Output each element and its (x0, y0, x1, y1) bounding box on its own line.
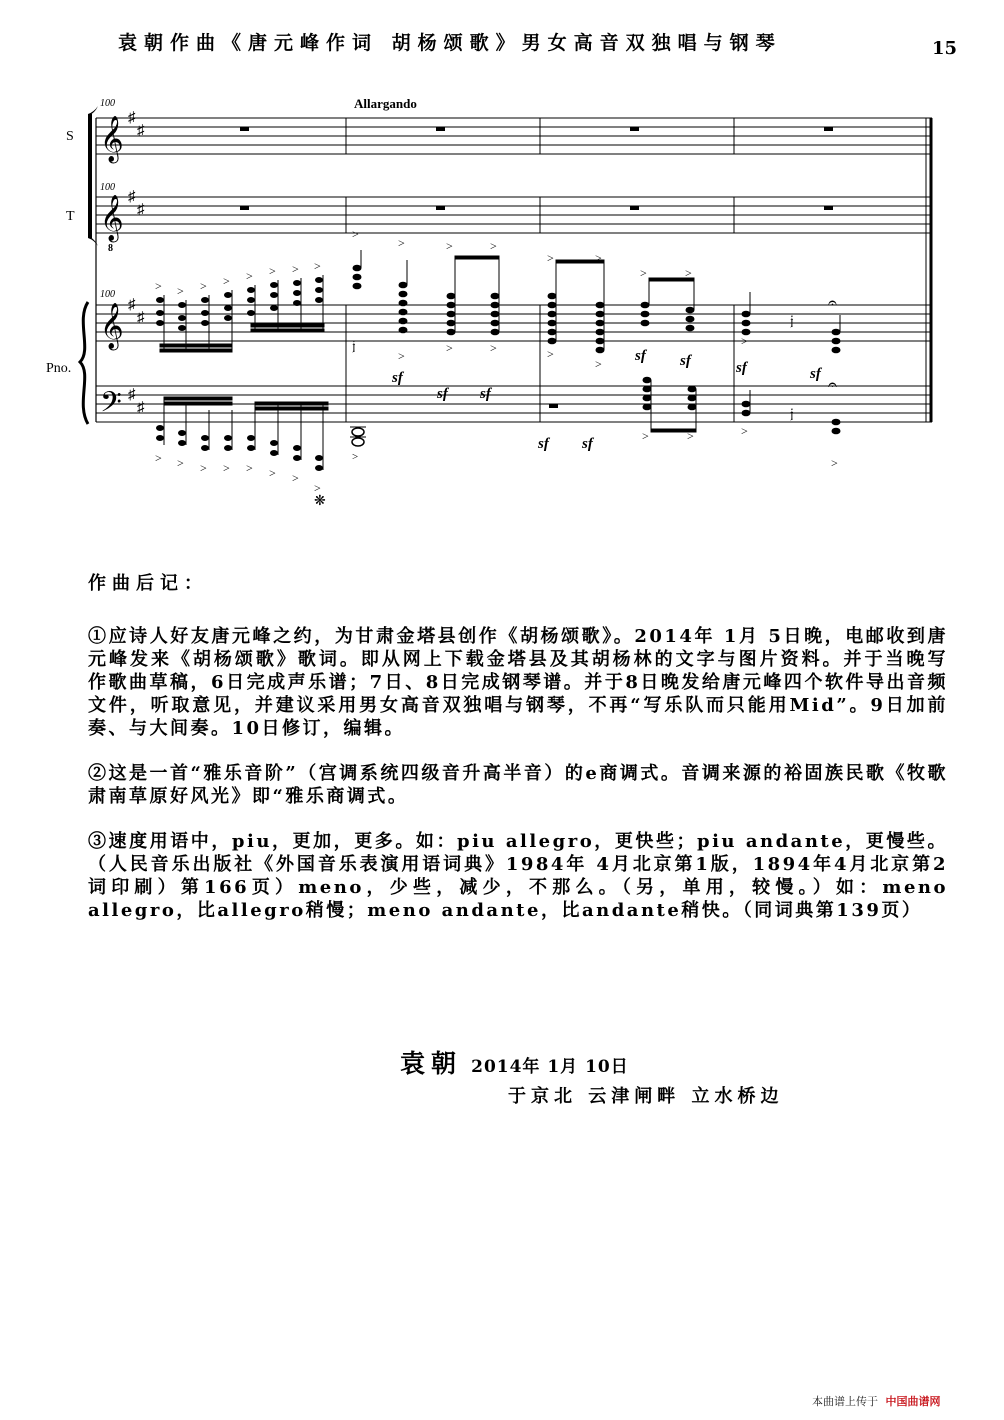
staff-label-tenor: T (66, 209, 75, 224)
svg-text:>: > (352, 227, 359, 241)
bass-m2-chord (350, 427, 366, 463)
svg-text:♯: ♯ (128, 189, 136, 205)
svg-text:>: > (177, 284, 184, 298)
svg-text:𝔧: 𝔧 (352, 339, 356, 354)
svg-text:sf: sf (538, 436, 549, 452)
svg-text:>: > (741, 334, 748, 348)
note-paragraph-2: ②这是一首“雅乐音阶”（宫调系统四级音升高半音）的e商调式。音调来源的裕固族民歌《牧歌 肃南草原好风光》即“雅乐商调式。 (88, 763, 948, 807)
composer-notes (88, 572, 948, 944)
bass-clef-icon: 𝄢 (100, 388, 122, 425)
svg-text:♯: ♯ (137, 202, 145, 218)
svg-text:>: > (352, 451, 359, 463)
svg-text:>: > (177, 456, 184, 470)
svg-text:♯: ♯ (137, 400, 145, 416)
svg-text:>: > (595, 357, 602, 371)
svg-text:sf: sf (635, 348, 646, 364)
svg-text:>: > (547, 347, 554, 361)
measure-number: 100 (100, 98, 115, 109)
svg-text:>: > (741, 424, 748, 438)
accent-icon (352, 227, 838, 470)
signature-place: 于京北 云津闸畔 立水桥边 (508, 1086, 784, 1107)
svg-text:>: > (269, 264, 276, 278)
note-paragraph-1: ①应诗人好友唐元峰之约，为甘肃金塔县创作《胡杨颂歌》。2014年 1月 5日晚，电邮收到唐元峰发来《胡杨颂歌》歌词。即从网上下载金塔县及其胡杨林的文字与图片资料。并于当晚写作歌曲草稿，6日完成声乐谱；7日、8日完成钢琴谱。并于8日晚发给唐元峰四个软件导出音频文件，听取意见，并建议采用男女高音双独唱与钢琴，不再“写乐队而只能用Mid”。9日加前奏、与大间奏。10日修订，编辑。 (88, 626, 948, 739)
svg-text:♯: ♯ (128, 387, 136, 403)
piano-brace (80, 302, 88, 424)
svg-text:>: > (200, 461, 207, 475)
svg-text:♯: ♯ (128, 297, 136, 313)
svg-text:sf: sf (680, 353, 691, 369)
svg-text:sf: sf (582, 436, 593, 452)
svg-text:>: > (292, 471, 299, 485)
svg-text:sf: sf (810, 366, 821, 382)
svg-text:>: > (446, 341, 453, 355)
music-score (0, 80, 1004, 510)
eighth-rest-icon (352, 314, 794, 422)
fermata-icon (828, 295, 837, 394)
svg-text:♯: ♯ (137, 123, 145, 139)
svg-text:>: > (398, 236, 405, 250)
svg-text:>: > (831, 456, 838, 470)
svg-text:>: > (155, 279, 162, 293)
piano-chords (353, 250, 841, 434)
svg-text:>: > (314, 481, 321, 495)
svg-text:>: > (246, 269, 253, 283)
svg-text:>: > (687, 429, 694, 443)
note-paragraph-3: ③速度用语中，piu，更加，更多。如：piu allegro，更快些；piu andante，更慢些。（人民音乐出版社《外国音乐表演用语词典》1984年 4月北京第1版，1894年4月北京第2词印刷）第166页）meno，少些，减少，不那么。（另，单用，较慢。）如：meno allegro，比allegro稍慢；meno andante，比andante稍快。（同词典第139页） (88, 831, 948, 921)
notes-heading: 作曲后记： (88, 573, 208, 594)
measure-number: 100 (100, 182, 115, 193)
svg-text:♯: ♯ (128, 110, 136, 126)
svg-text:>: > (223, 274, 230, 288)
svg-text:sf: sf (480, 386, 491, 402)
tempo-marking: Allargando (354, 96, 417, 111)
svg-text:sf: sf (392, 370, 403, 386)
svg-text:>: > (155, 451, 162, 465)
signature-line (400, 1044, 629, 1080)
barlines (96, 118, 931, 422)
page-number: 15 (932, 38, 958, 59)
svg-text:>: > (642, 429, 649, 443)
footer-credit-text: 本曲谱上传于 (812, 1395, 878, 1408)
svg-text:𝄐: 𝄐 (828, 377, 837, 394)
treble-clef-icon: 𝄞 (100, 303, 124, 348)
svg-text:>: > (640, 266, 647, 280)
svg-text:>: > (446, 239, 453, 253)
svg-text:>: > (490, 239, 497, 253)
staff-lines (96, 118, 932, 422)
svg-text:>: > (200, 279, 207, 293)
clef-octave-marker: 8 (108, 243, 113, 254)
staff-label-soprano: S (66, 129, 74, 144)
svg-text:>: > (490, 341, 497, 355)
svg-text:sf: sf (437, 386, 448, 402)
svg-text:>: > (398, 349, 405, 363)
dynamic-sf (391, 348, 823, 452)
svg-text:sf: sf (736, 360, 747, 376)
svg-text:>: > (595, 251, 602, 265)
svg-text:>: > (269, 466, 276, 480)
whole-rest-icon (240, 127, 833, 210)
pedal-release-icon: ❋ (314, 494, 326, 509)
svg-text:>: > (246, 461, 253, 475)
composer-name: 袁朝 (400, 1049, 463, 1078)
treble-clef-icon: 𝄞 (100, 116, 124, 161)
svg-text:𝔧: 𝔧 (790, 314, 794, 329)
svg-text:𝄐: 𝄐 (828, 295, 837, 312)
svg-text:>: > (223, 461, 230, 475)
signature-date: 2014年 1月 10日 (471, 1057, 629, 1077)
svg-text:>: > (314, 259, 321, 273)
site-logo[interactable]: 中国曲谱网 (885, 1395, 941, 1408)
svg-text:♯: ♯ (137, 310, 145, 326)
svg-text:𝔧: 𝔧 (790, 407, 794, 422)
svg-text:>: > (292, 262, 299, 276)
bass-m3-rest (549, 404, 558, 408)
treble-clef-icon: 𝄞 (100, 195, 124, 240)
measure-number: 100 (100, 289, 115, 300)
svg-text:>: > (685, 266, 692, 280)
footer-credit (812, 1393, 941, 1409)
staff-label-piano: Pno. (46, 361, 72, 376)
key-signature-icon (128, 110, 145, 416)
svg-text:>: > (547, 251, 554, 265)
page-header-title: 袁朝作曲《唐元峰作词 胡杨颂歌》男女高音双独唱与钢琴 (118, 32, 782, 54)
